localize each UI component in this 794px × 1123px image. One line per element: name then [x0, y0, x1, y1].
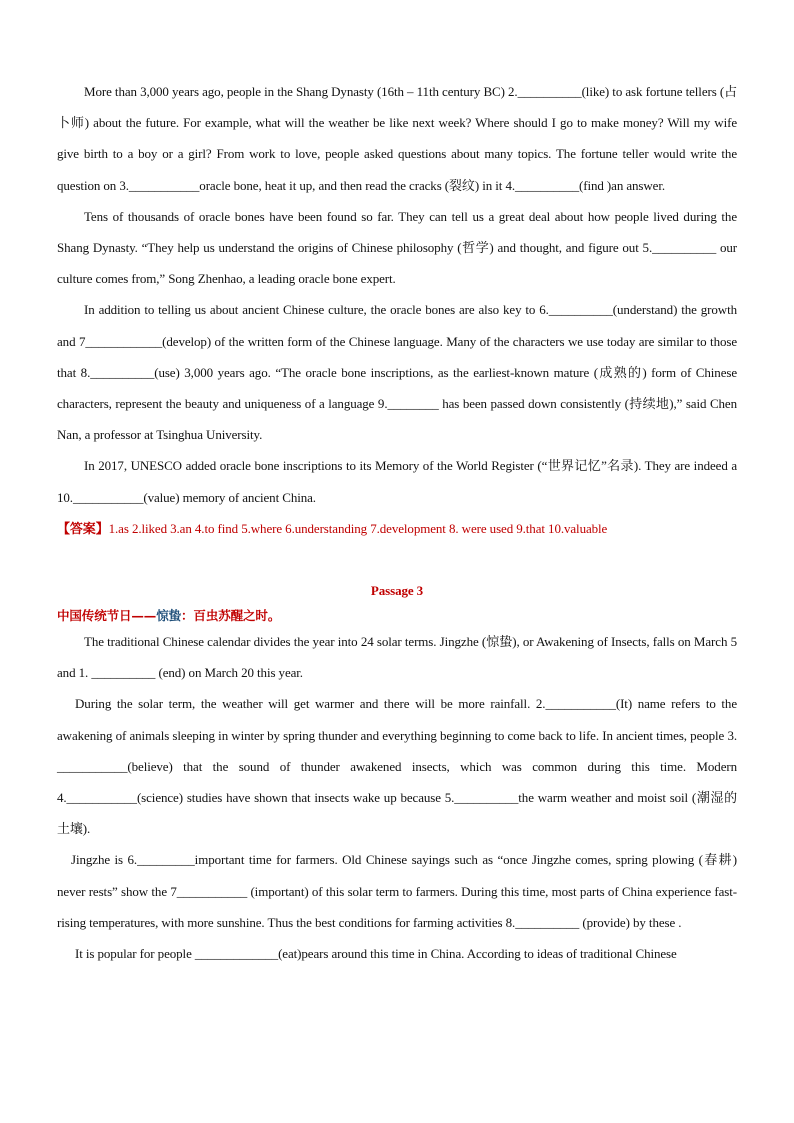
passage3-paragraph-1: The traditional Chinese calendar divides the year into 24 solar terms. Jingzhe (惊蛰), or Awakening of Insects, falls on March 5 and 1. __________ (end) on March 20 this year.	[57, 634, 737, 681]
document-page	[57, 76, 737, 969]
subtitle-part-festival: 中国传统节日——	[57, 608, 157, 624]
passage2-paragraph-3: In addition to telling us about ancient Chinese culture, the oracle bones are also key to 6.__________(understand) the growth and 7____________(develop) of the written form of the Chinese language. Many of the characters we use today are similar to those that 8.__________(use) 3,000 years ago. “The oracle bone inscriptions, as the earliest-known mature (成熟的) form of Chinese characters, represent the beauty and uniqueness of a language 9.________ has been passed down consistently (持续地),” said Chen Nan, a professor at Tsinghua University.	[57, 302, 737, 443]
passage3-paragraph-2: During the solar term, the weather will get warmer and there will be more rainfall. 2.___________(It) name refers to the awakening of animals sleeping in winter by spring thunder and everything beginning to come back to life. In ancient times, people 3. ___________(believe) that the sound of thunder awakened insects, which was common during this time. Modern 4.___________(science) studies have shown that insects wake up because 5.__________the warm weather and moist soil (潮湿的土壤).	[57, 696, 737, 837]
passage3-title: Passage 3	[370, 583, 424, 599]
answer-tag: 【答案】	[57, 520, 109, 536]
passage2-paragraph-4: In 2017, UNESCO added oracle bone inscriptions to its Memory of the World Register (“世界记忆”名录). They are indeed a 10.___________(value) memory of ancient China.	[57, 458, 737, 505]
passage3-subtitle	[57, 606, 737, 626]
passage2-paragraph-1: More than 3,000 years ago, people in the Shang Dynasty (16th – 11th century BC) 2.__________(like) to ask fortune tellers (占卜师) about the future. For example, what will the weather be like next week? Where should I go to make money? Will my wife give birth to a boy or a girl? From work to love, people asked questions about many topics. The fortune teller would write the question on 3.___________oracle bone, heat it up, and then read the cracks (裂纹) in it 4.__________(find )an answer.	[57, 84, 737, 193]
passage3-paragraph-3: Jingzhe is 6._________important time for farmers. Old Chinese sayings such as “once Jingzhe comes, spring plowing (春耕) never rests” show the 7___________ (important) of this solar term to farmers. During this time, most parts of China experience fast-rising temperatures, with more sunshine. Thus the best conditions for farming activities 8.__________ (provide) by these .	[57, 852, 737, 930]
passage2-paragraph-2: Tens of thousands of oracle bones have been found so far. They can tell us a great deal about how people lived during the Shang Dynasty. “They help us understand the origins of Chinese philosophy (哲学) and thought, and figure out 5.__________ our culture comes from,” Song Zhenhao, a leading oracle bone expert.	[57, 208, 737, 287]
passage3-paragraph-4: It is popular for people _____________(eat)pears around this time in China. According to ideas of traditional Chinese	[75, 946, 677, 962]
answer-text: 1.as 2.liked 3.an 4.to find 5.where 6.understanding 7.development 8. were used 9.that 10.valuable	[108, 520, 608, 536]
answer-key	[57, 513, 737, 544]
subtitle-part-desc: ：百虫苏醒之时。	[181, 608, 281, 624]
subtitle-part-jingzhe: 惊蛰	[156, 608, 182, 624]
